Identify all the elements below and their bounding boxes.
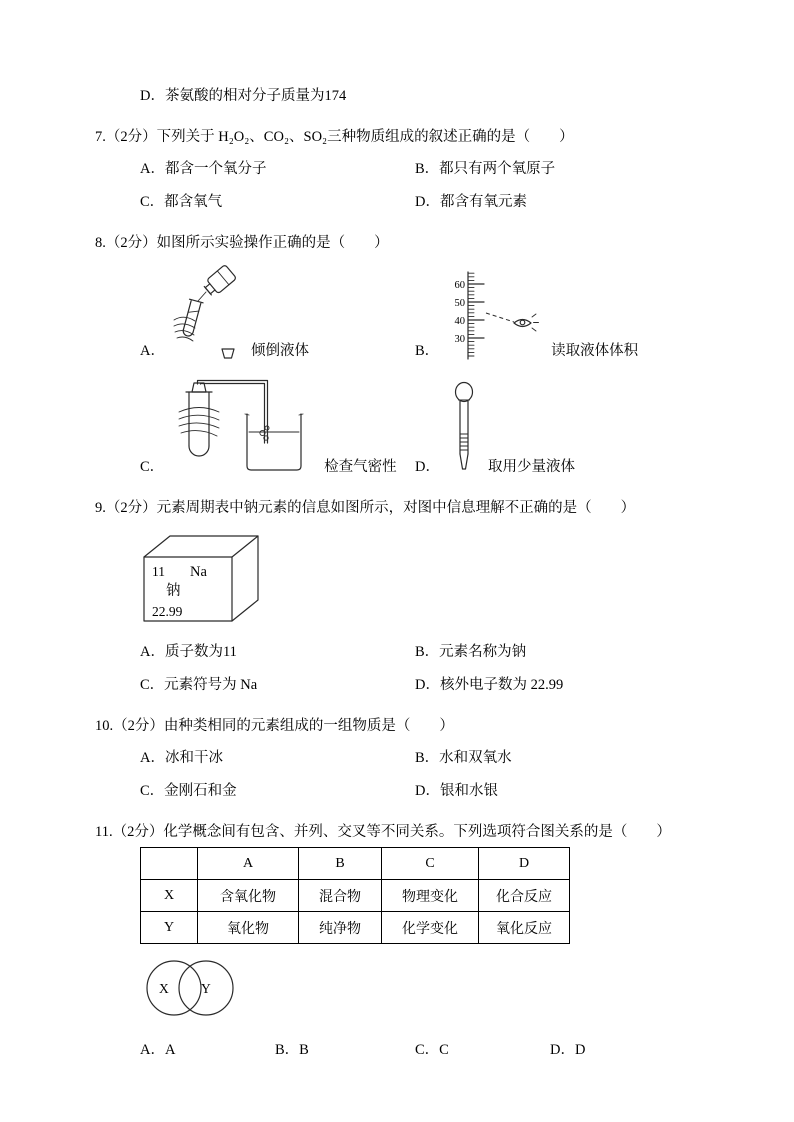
q8-figure-c <box>140 376 415 478</box>
eye-icon <box>514 314 539 331</box>
row-x-d: 化合反应 <box>479 880 570 912</box>
q10-stem: 10.（2分）由种类相同的元素组成的一组物质是（ ） <box>95 718 454 734</box>
rubber-stopper <box>192 383 206 392</box>
question-10 <box>95 716 724 802</box>
q10-option-c: C．金刚石和金 <box>140 783 237 799</box>
bottle-stopper <box>222 349 234 358</box>
q11-option-c: C．C <box>415 1042 449 1058</box>
atomic-number: 11 <box>152 564 165 579</box>
q8-figure-row-1 <box>140 262 724 362</box>
q7-options <box>140 159 724 213</box>
venn-diagram <box>143 952 249 1024</box>
table-header-b: B <box>299 848 382 880</box>
pouring-liquid-figure <box>172 262 244 362</box>
liquid-hatch <box>460 434 467 450</box>
venn-circle-x <box>147 961 201 1015</box>
table-header-a: A <box>198 848 299 880</box>
q8-figure-b <box>415 262 724 362</box>
row-x-a: 含氧化物 <box>198 880 299 912</box>
q10-option-a: A．冰和干冰 <box>140 750 223 766</box>
q11-option-a: A．A <box>140 1042 176 1058</box>
reagent-bottle <box>202 265 237 298</box>
q8-stem: 8.（2分）如图所示实验操作正确的是（ ） <box>95 235 389 251</box>
gas-tightness-figure <box>171 376 317 478</box>
q9-option-c: C．元素符号为 Na <box>140 677 258 693</box>
table-header-d: D <box>479 848 570 880</box>
q8-caption-b: 读取液体体积 <box>551 343 639 359</box>
read-volume-figure <box>446 268 544 362</box>
q11-answer-options <box>140 1040 724 1061</box>
row-y-d: 氧化反应 <box>479 912 570 944</box>
liquid-stream <box>198 292 206 301</box>
row-y-label: Y <box>141 912 198 944</box>
q8-caption-c: 检查气密性 <box>324 459 397 475</box>
row-x-label: X <box>141 880 198 912</box>
element-name: 钠 <box>166 583 181 599</box>
table-header-empty <box>141 848 198 880</box>
element-symbol: Na <box>190 564 207 580</box>
sight-line <box>486 313 514 322</box>
q8-figure-d <box>415 376 724 478</box>
table-header-row <box>141 848 570 880</box>
hand-icon <box>174 317 195 341</box>
atomic-mass: 22.99 <box>152 604 183 619</box>
q9-option-b: B．元素名称为钠 <box>415 644 527 660</box>
beaker <box>245 414 303 470</box>
test-tube <box>180 299 203 337</box>
q8-caption-a: 倾倒液体 <box>250 343 309 359</box>
q8-label-a: A． <box>140 343 165 359</box>
q9-option-d: D．核外电子数为 22.99 <box>415 677 564 693</box>
scale-number-40: 40 <box>454 316 466 327</box>
q9-stem: 9.（2分）元素周期表中钠元素的信息如图所示，对图中信息理解不正确的是（ ） <box>95 500 636 516</box>
scale-number-60: 60 <box>454 280 466 291</box>
major-ticks <box>468 284 484 338</box>
question-6-remainder <box>95 86 724 107</box>
q7-option-d: D．都含有氧元素 <box>415 194 527 210</box>
cube-right-face <box>232 536 258 621</box>
question-7 <box>95 127 724 213</box>
q11-option-d: D．D <box>550 1042 586 1058</box>
question-11 <box>95 822 724 1061</box>
q6-option-d: D．茶氨酸的相对分子质量为174 <box>140 88 347 104</box>
row-y-b: 纯净物 <box>299 912 382 944</box>
table-row-x <box>141 880 570 912</box>
row-y-a: 氧化物 <box>198 912 299 944</box>
q8-label-d: D． <box>415 459 440 475</box>
q7-option-b: B．都只有两个氧原子 <box>415 161 556 177</box>
minor-ticks <box>468 273 474 356</box>
q10-options <box>140 748 724 802</box>
venn-label-x: X <box>159 981 169 996</box>
question-8 <box>95 233 724 478</box>
hand-icon <box>179 408 219 437</box>
sodium-element-cube <box>140 531 275 627</box>
cube-top-face <box>144 536 258 557</box>
dropper-figure <box>447 380 481 478</box>
q11-option-b: B．B <box>275 1042 309 1058</box>
scale-numbers <box>455 280 466 345</box>
q8-label-c: C． <box>140 459 165 475</box>
q7-option-c: C．都含氧气 <box>140 194 223 210</box>
q9-option-a: A．质子数为11 <box>140 644 237 660</box>
q8-caption-d: 取用少量液体 <box>487 459 575 475</box>
row-x-b: 混合物 <box>299 880 382 912</box>
row-y-c: 化学变化 <box>382 912 479 944</box>
venn-label-y: Y <box>201 981 211 996</box>
scale-number-30: 30 <box>454 334 466 345</box>
delivery-tube <box>198 381 268 444</box>
table-header-c: C <box>382 848 479 880</box>
q8-figure-a <box>140 262 415 362</box>
q10-option-d: D．银和水银 <box>415 783 498 799</box>
table-row-y <box>141 912 570 944</box>
scale-number-50: 50 <box>454 298 466 309</box>
glass-tube <box>460 401 468 469</box>
question-9 <box>95 498 724 696</box>
q11-relation-table <box>140 847 570 944</box>
q8-figure-row-2 <box>140 376 724 478</box>
rubber-bulb <box>455 383 472 402</box>
row-x-c: 物理变化 <box>382 880 479 912</box>
q7-stem: 7.（2分）下列关于 H₂O₂、CO₂、SO₂三种物质组成的叙述正确的是（ ） <box>95 129 574 145</box>
q9-options <box>140 642 724 696</box>
q8-label-b: B． <box>415 343 440 359</box>
q10-option-b: B．水和双氧水 <box>415 750 512 766</box>
q11-stem: 11.（2分）化学概念间有包含、并列、交叉等不同关系。下列选项符合图关系的是（ ） <box>95 824 671 840</box>
q7-option-a: A．都含一个氧分子 <box>140 161 267 177</box>
